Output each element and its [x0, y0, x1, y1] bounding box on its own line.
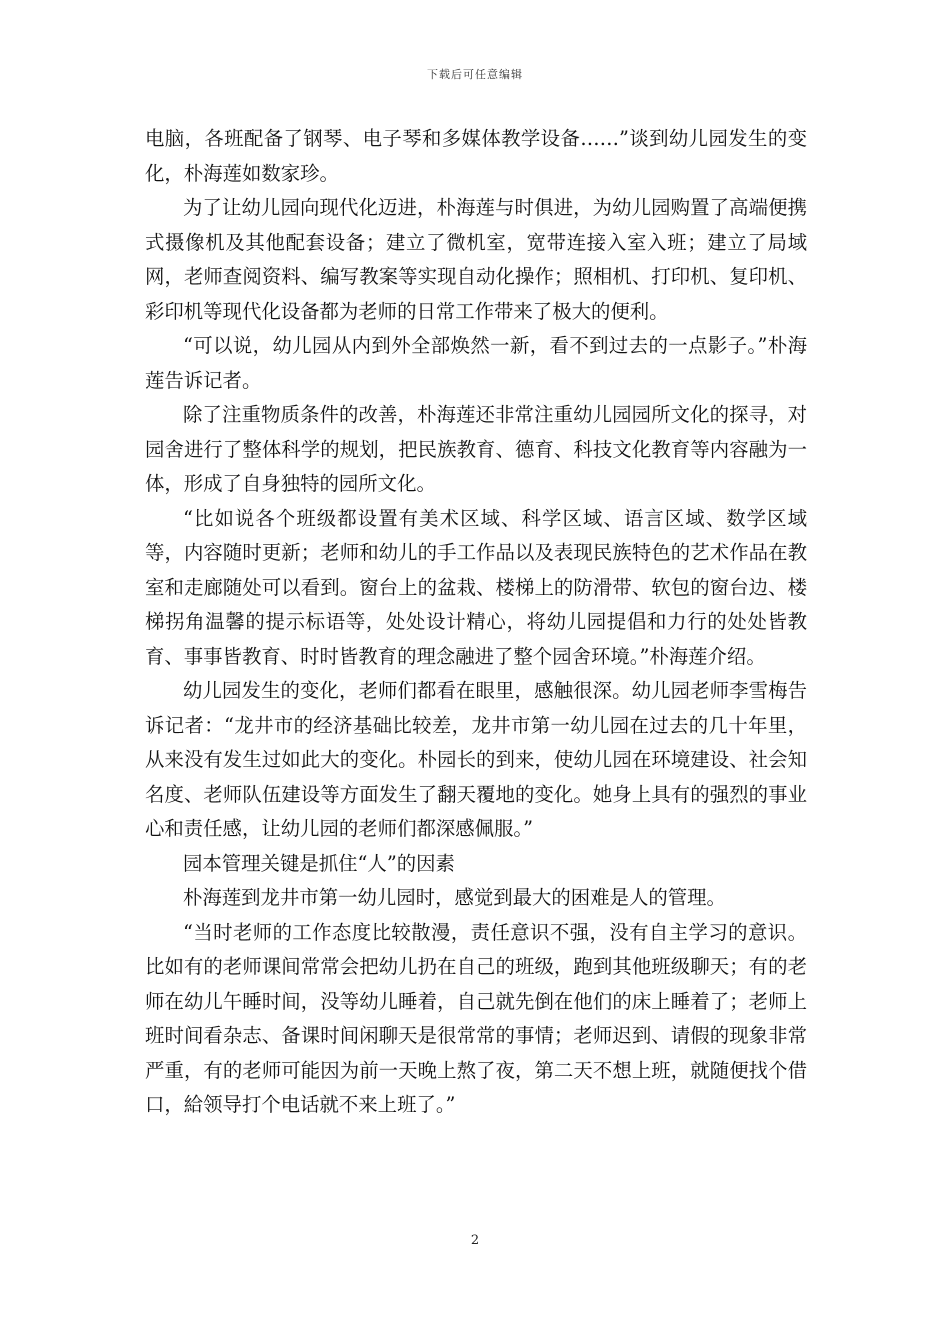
- section-heading: 园本管理关键是抓住“人”的因素: [183, 851, 455, 875]
- paragraph: “当时老师的工作态度比较散漫，责任意识不强，没有自主学习的意识。比如有的老师课间常常会把幼儿扔在自己的班级，跑到其他班级聊天；有的老师在幼儿午睡时间，没等幼儿睡着，自己就先倒在他们的床上睡着了；老师上班时间看杂志、备课时间闲聊天是很常常的事情；老师迟到、请假的现象非常严重，有的老师可能因为前一天晚上熬了夜，第二天不想上班，就随便找个借口，給领导打个电话就不来上班了。”: [145, 920, 807, 1116]
- page-header: 下载后可任意编辑: [427, 68, 523, 81]
- paragraph: 电脑，各班配备了钢琴、电子琴和多媒体教学设备……”谈到幼儿园发生的变化，朴海莲如数家珍。: [145, 127, 807, 185]
- body-text: [145, 122, 807, 1123]
- paragraph: 为了让幼儿园向现代化迈进，朴海莲与时俱进，为幼儿园购置了高端便携式摄像机及其他配套设备；建立了微机室，宽带连接入室入班；建立了局域网，老师查阅资料、编写教案等实现自动化操作；照相机、打印机、复印机、彩印机等现代化设备都为老师的日常工作带来了极大的便利。: [145, 196, 807, 323]
- paragraph: “可以说，幼儿园从内到外全部焕然一新，看不到过去的一点影子。”朴海莲告诉记者。: [145, 334, 807, 392]
- paragraph: 朴海莲到龙井市第一幼儿园时，感觉到最大的困难是人的管理。: [183, 886, 726, 909]
- paragraph: 幼儿园发生的变化，老师们都看在眼里，感触很深。幼儿园老师李雪梅告诉记者：“龙井市的经济基础比较差，龙井市第一幼儿园在过去的几十年里，从来没有发生过如此大的变化。朴园长的到来，使幼儿园在环境建设、社会知名度、老师队伍建设等方面发生了翻天覆地的变化。她身上具有的强烈的事业心和责任感，让幼儿园的老师们都深感佩服。”: [145, 679, 807, 840]
- paragraph: “比如说各个班级都设置有美术区域、科学区域、语言区域、数学区域等，内容随时更新；老师和幼儿的手工作品以及表现民族特色的艺术作品在教室和走廊随处可以看到。窗台上的盆栽、楼梯上的防滑带、软包的窗台边、楼梯拐角温馨的提示标语等，处处设计精心，将幼儿园提倡和力行的处处皆教育、事事皆教育、时时皆教育的理念融进了整个园舍环境。”朴海莲介绍。: [145, 506, 807, 668]
- paragraph: 除了注重物质条件的改善，朴海莲还非常注重幼儿园园所文化的探寻，对园舍进行了整体科学的规划，把民族教育、德育、科技文化教育等内容融为一体，形成了自身独特的园所文化。: [145, 403, 807, 495]
- page-number: 2: [470, 1233, 480, 1248]
